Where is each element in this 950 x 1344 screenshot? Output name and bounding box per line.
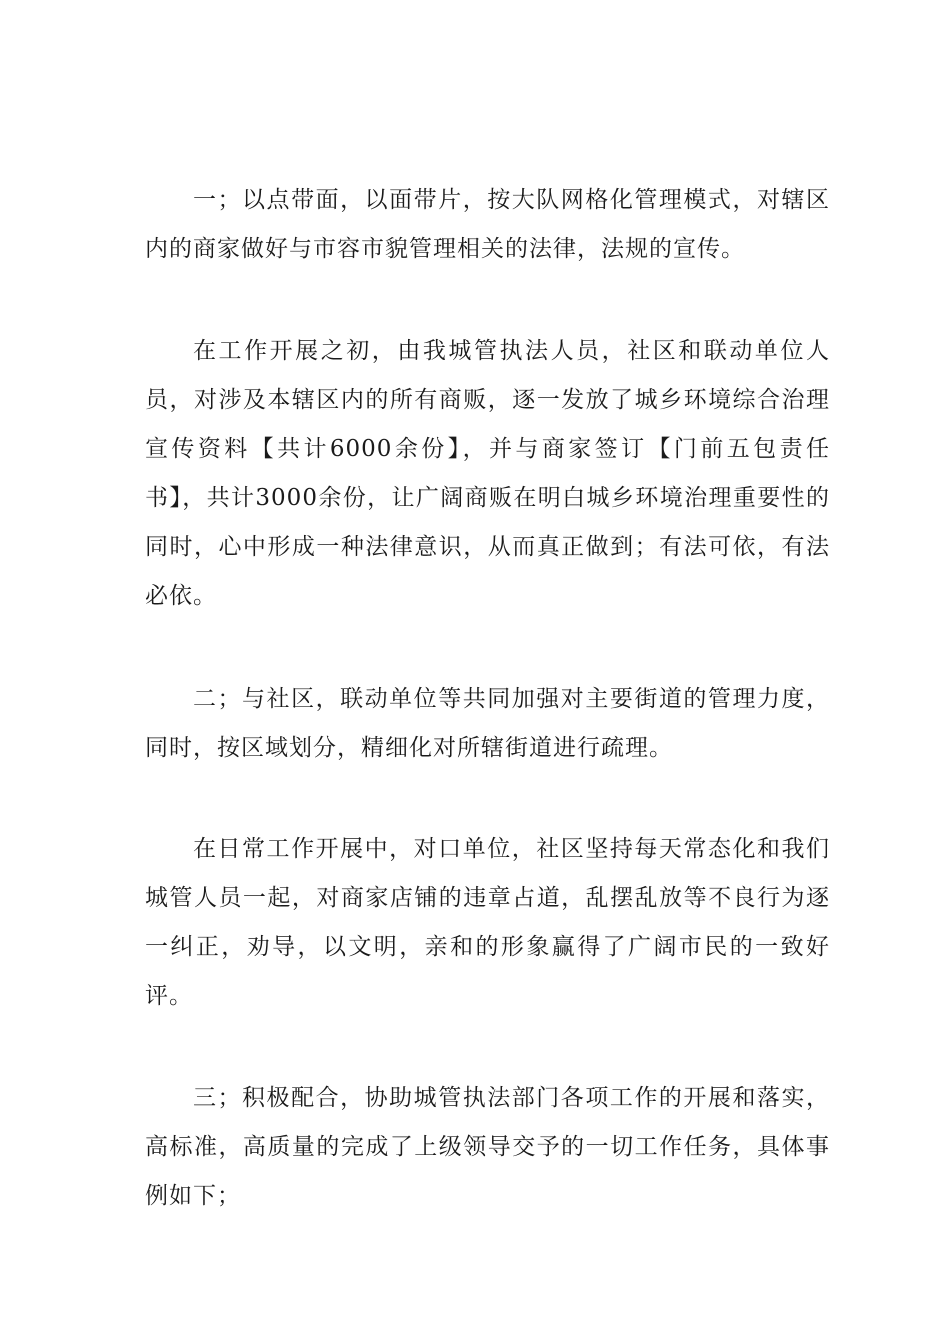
paragraph-3: 二；与社区，联动单位等共同加强对主要街道的管理力度，同时，按区域划分，精细化对所辖街道进行疏理。: [145, 686, 830, 761]
paragraph-2: 在工作开展之初，由我城管执法人员，社区和联动单位人员，对涉及本辖区内的所有商贩，逐一发放了城乡环境综合治理宣传资料【共计6000余份】，并与商家签订【门前五包责任书】，共计3000余份，让广阔商贩在明白城乡环境治理重要性的同时，心中形成一种法律意识，从而真正做到；有法可依，有法必依。: [145, 338, 830, 609]
paragraph-5: 三；积极配合，协助城管执法部门各项工作的开展和落实，高标准，高质量的完成了上级领导交予的一切工作任务，具体事例如下；: [145, 1085, 830, 1209]
paragraph-1: 一；以点带面，以面带片，按大队网格化管理模式，对辖区内的商家做好与市容市貌管理相关的法律，法规的宣传。: [145, 187, 830, 262]
paragraph-4: 在日常工作开展中，对口单位，社区坚持每天常态化和我们城管人员一起，对商家店铺的违章占道，乱摆乱放等不良行为逐一纠正，劝导，以文明，亲和的形象赢得了广阔市民的一致好评。: [145, 836, 830, 1009]
